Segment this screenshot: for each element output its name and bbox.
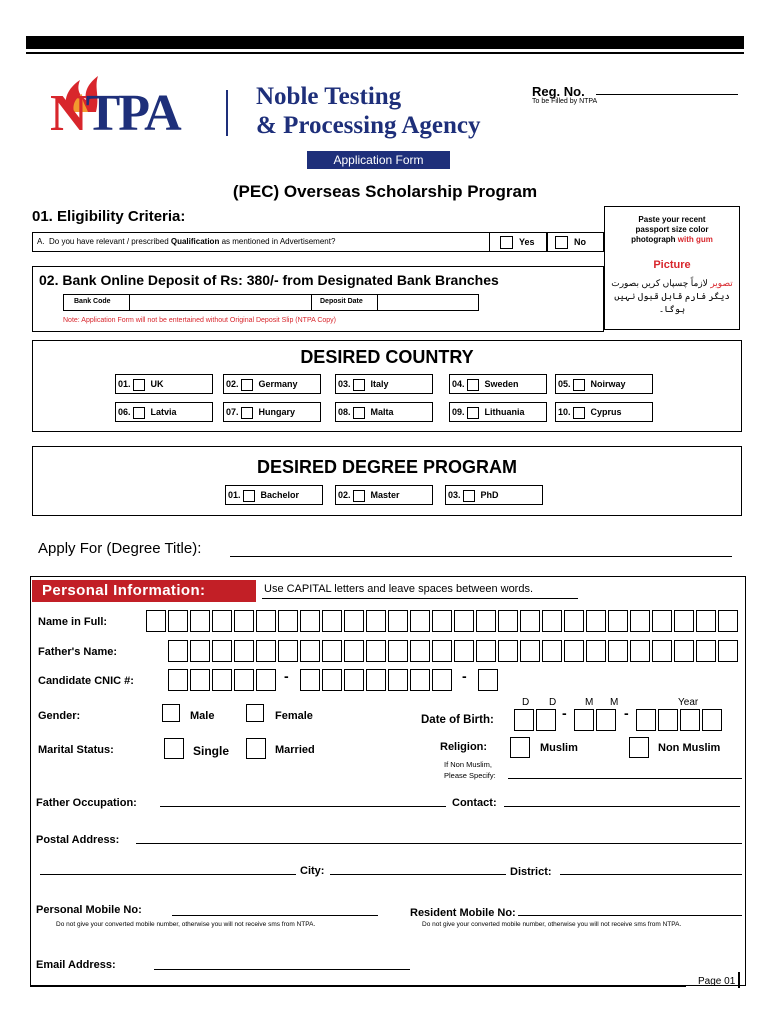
postal-address-field[interactable]	[136, 843, 742, 844]
question-prefix: A.	[37, 237, 45, 246]
country-option-number: 03.	[338, 379, 351, 389]
no-label: No	[574, 237, 586, 247]
photo-urdu-word: تصویر	[710, 278, 733, 288]
yes-label: Yes	[519, 237, 535, 247]
country-option-label: Latvia	[150, 407, 177, 417]
non-muslim-label: Non Muslim	[658, 742, 721, 754]
char-box[interactable]	[536, 709, 556, 731]
char-box[interactable]	[652, 610, 672, 632]
char-box[interactable]	[168, 610, 188, 632]
country-option-number: 07.	[226, 407, 239, 417]
country-option-label: Noirway	[590, 379, 626, 389]
char-box[interactable]	[256, 610, 276, 632]
reg-no-hint: To be Filled by NTPA	[532, 98, 598, 105]
personal-information-note: Use CAPITAL letters and leave spaces between words.	[264, 583, 534, 595]
char-box[interactable]	[702, 709, 722, 731]
char-box[interactable]	[410, 610, 430, 632]
contact-label: Contact:	[452, 797, 497, 809]
char-box[interactable]	[498, 610, 518, 632]
country-option[interactable]	[115, 402, 213, 422]
country-option-number: 10.	[558, 407, 571, 417]
char-box[interactable]	[586, 640, 606, 662]
non-muslim-checkbox[interactable]	[629, 737, 649, 758]
bank-code-label: Bank Code	[64, 295, 130, 310]
char-box[interactable]	[514, 709, 534, 731]
dob-label: Date of Birth:	[421, 714, 494, 726]
country-checkbox[interactable]	[467, 407, 479, 419]
cnic-field-part3[interactable]	[478, 669, 500, 691]
personal-mobile-label: Personal Mobile No:	[36, 904, 142, 916]
page-number-bar	[738, 972, 740, 988]
char-box[interactable]	[574, 709, 594, 731]
char-box[interactable]	[300, 610, 320, 632]
district-field[interactable]	[560, 874, 742, 875]
char-box[interactable]	[410, 669, 430, 691]
header-top-rule	[26, 52, 744, 54]
country-option-number: 04.	[452, 379, 465, 389]
country-option[interactable]	[223, 374, 321, 394]
char-box[interactable]	[680, 709, 700, 731]
bank-deposit-title: 02. Bank Online Deposit of Rs: 380/- from Designated Bank Branches	[39, 272, 499, 288]
male-checkbox[interactable]	[162, 704, 180, 722]
country-checkbox[interactable]	[467, 379, 479, 391]
cnic-label: Candidate CNIC #:	[38, 675, 134, 687]
char-box[interactable]	[168, 640, 188, 662]
char-box[interactable]	[234, 669, 254, 691]
yes-checkbox[interactable]	[500, 236, 513, 249]
country-option-label: Germany	[258, 379, 298, 389]
char-box[interactable]	[630, 610, 650, 632]
deposit-date-label: Deposit Date	[312, 295, 378, 310]
agency-name	[256, 82, 481, 140]
char-box[interactable]	[696, 610, 716, 632]
char-box[interactable]	[388, 669, 408, 691]
country-option-label: Sweden	[484, 379, 519, 389]
dob-day-field[interactable]	[514, 709, 558, 731]
gender-label: Gender:	[38, 710, 81, 722]
char-box[interactable]	[608, 640, 628, 662]
father-name-field[interactable]	[168, 640, 740, 662]
char-box[interactable]	[300, 669, 320, 691]
country-option-number: 01.	[118, 379, 131, 389]
degree-option[interactable]	[445, 485, 543, 505]
apply-for-field[interactable]	[230, 556, 732, 557]
country-option[interactable]	[555, 402, 653, 422]
female-checkbox[interactable]	[246, 704, 264, 722]
personal-mobile-note: Do not give your converted mobile number, otherwise you will not receive sms from NTPA.	[56, 921, 316, 928]
char-box[interactable]	[476, 640, 496, 662]
char-box[interactable]	[718, 610, 738, 632]
char-box[interactable]	[696, 640, 716, 662]
reg-no-label: Reg. No.	[532, 84, 585, 99]
char-box[interactable]	[366, 640, 386, 662]
city-field[interactable]	[330, 874, 506, 875]
logo-separator	[226, 90, 228, 136]
degree-option-number: 03.	[448, 490, 461, 500]
char-box[interactable]	[520, 610, 540, 632]
personal-mobile-field[interactable]	[172, 915, 378, 916]
country-option[interactable]	[449, 374, 547, 394]
muslim-checkbox[interactable]	[510, 737, 530, 758]
char-box[interactable]	[234, 610, 254, 632]
country-option-label: Italy	[370, 379, 389, 389]
photo-instruction-gum: with gum	[677, 235, 713, 244]
bank-fields-row	[63, 294, 479, 311]
yes-option[interactable]	[489, 232, 547, 252]
photo-urdu-line1: لازماً چسپاں کریں بصورت	[611, 278, 708, 288]
country-checkbox[interactable]	[133, 407, 145, 419]
dob-month-header-1: M	[585, 697, 594, 708]
header-top-bar	[26, 36, 744, 49]
char-box[interactable]	[278, 610, 298, 632]
if-non-muslim-label: If Non Muslim,	[444, 760, 492, 769]
name-field[interactable]	[146, 610, 740, 632]
char-box[interactable]	[256, 640, 276, 662]
contact-field[interactable]	[504, 806, 740, 807]
country-checkbox[interactable]	[573, 407, 585, 419]
country-option-label: Hungary	[258, 407, 296, 417]
char-box[interactable]	[542, 610, 562, 632]
char-box[interactable]	[146, 610, 166, 632]
char-box[interactable]	[658, 709, 678, 731]
no-checkbox[interactable]	[555, 236, 568, 249]
photo-picture-label: Picture	[653, 259, 691, 271]
char-box[interactable]	[256, 669, 276, 691]
degree-option[interactable]	[225, 485, 323, 505]
degree-option-number: 02.	[338, 490, 351, 500]
char-box[interactable]	[388, 610, 408, 632]
country-option-number: 08.	[338, 407, 351, 417]
char-box[interactable]	[542, 640, 562, 662]
photo-box[interactable]	[604, 206, 740, 330]
char-box[interactable]	[366, 610, 386, 632]
bank-deposit-section	[32, 266, 604, 332]
desired-degree-title: DESIRED DEGREE PROGRAM	[256, 457, 518, 477]
married-checkbox[interactable]	[246, 738, 266, 759]
resident-mobile-note: Do not give your converted mobile number, otherwise you will not receive sms from NTPA.	[422, 921, 682, 928]
agency-name-line2: & Processing Agency	[256, 112, 481, 139]
single-checkbox[interactable]	[164, 738, 184, 759]
char-box[interactable]	[432, 669, 452, 691]
char-box[interactable]	[190, 669, 210, 691]
father-name-label: Father's Name:	[38, 646, 118, 658]
char-box[interactable]	[564, 610, 584, 632]
country-checkbox[interactable]	[133, 379, 145, 391]
country-option[interactable]	[555, 374, 653, 394]
char-box[interactable]	[630, 640, 650, 662]
postal-address-label: Postal Address:	[36, 834, 120, 846]
char-box[interactable]	[498, 640, 518, 662]
email-field[interactable]	[154, 969, 410, 970]
question-text-bold: Qualification	[170, 237, 220, 246]
country-checkbox[interactable]	[353, 379, 365, 391]
photo-urdu-line2: دیگر فارم قابل قبول نہیں ہوگا۔	[614, 291, 730, 314]
photo-instruction-3: photograph	[631, 235, 676, 244]
country-option[interactable]	[449, 402, 547, 422]
father-occupation-field[interactable]	[160, 806, 446, 807]
cnic-field-part1[interactable]	[168, 669, 278, 691]
country-option[interactable]	[115, 374, 213, 394]
degree-option-label: Bachelor	[260, 490, 300, 500]
marital-status-label: Marital Status:	[38, 744, 114, 756]
degree-checkbox[interactable]	[353, 490, 365, 502]
program-title: (PEC) Overseas Scholarship Program	[232, 182, 538, 201]
application-form-badge: Application Form	[307, 151, 450, 169]
char-box[interactable]	[190, 640, 210, 662]
degree-option[interactable]	[335, 485, 433, 505]
country-option[interactable]	[335, 374, 433, 394]
char-box[interactable]	[454, 640, 474, 662]
dob-month-field[interactable]	[574, 709, 618, 731]
footer-rule	[30, 986, 686, 987]
char-box[interactable]	[278, 640, 298, 662]
single-label: Single	[193, 744, 230, 758]
city-label: City:	[300, 865, 325, 877]
char-box[interactable]	[212, 640, 232, 662]
desired-degree-section	[32, 446, 742, 516]
dob-month-header-2: M	[610, 697, 619, 708]
char-box[interactable]	[168, 669, 188, 691]
dob-year-field[interactable]	[636, 709, 724, 731]
married-label: Married	[275, 744, 315, 756]
agency-name-line1: Noble Testing	[256, 83, 402, 110]
reg-no-field[interactable]	[596, 94, 738, 95]
cnic-dash-1: -	[284, 668, 289, 684]
personal-information-note-rule	[262, 598, 578, 599]
char-box[interactable]	[652, 640, 672, 662]
char-box[interactable]	[586, 610, 606, 632]
char-box[interactable]	[212, 669, 232, 691]
dob-year-header: Year	[678, 697, 699, 708]
religion-specify-field[interactable]	[508, 778, 742, 779]
question-text-post: as mentioned in Advertisement?	[221, 237, 336, 246]
country-option-number: 06.	[118, 407, 131, 417]
ntpa-logo: NTPA	[44, 74, 214, 142]
char-box[interactable]	[674, 640, 694, 662]
char-box[interactable]	[674, 610, 694, 632]
country-option-number: 02.	[226, 379, 239, 389]
dob-day-header-2: D	[549, 697, 557, 708]
country-option-label: Lithuania	[484, 407, 525, 417]
father-occupation-label: Father Occupation:	[36, 797, 137, 809]
char-box[interactable]	[432, 610, 452, 632]
degree-option-label: PhD	[480, 490, 499, 500]
char-box[interactable]	[454, 610, 474, 632]
male-label: Male	[190, 710, 215, 722]
char-box[interactable]	[596, 709, 616, 731]
char-box[interactable]	[564, 640, 584, 662]
char-box[interactable]	[212, 610, 232, 632]
photo-instruction-1: Paste your recent	[638, 215, 706, 224]
char-box[interactable]	[478, 669, 498, 691]
char-box[interactable]	[432, 640, 452, 662]
name-label: Name in Full:	[38, 616, 108, 628]
resident-mobile-field[interactable]	[518, 915, 742, 916]
country-option-label: Malta	[370, 407, 394, 417]
resident-mobile-label: Resident Mobile No:	[410, 907, 516, 919]
no-option[interactable]	[547, 232, 604, 252]
char-box[interactable]	[234, 640, 254, 662]
char-box[interactable]	[300, 640, 320, 662]
email-label: Email Address:	[36, 959, 116, 971]
char-box[interactable]	[388, 640, 408, 662]
dob-day-header-1: D	[522, 697, 530, 708]
country-checkbox[interactable]	[353, 407, 365, 419]
personal-information-tab: Personal Information:	[32, 580, 256, 602]
country-option[interactable]	[223, 402, 321, 422]
degree-option-number: 01.	[228, 490, 241, 500]
char-box[interactable]	[718, 640, 738, 662]
char-box[interactable]	[636, 709, 656, 731]
char-box[interactable]	[410, 640, 430, 662]
dob-dash-2: -	[624, 705, 629, 721]
char-box[interactable]	[520, 640, 540, 662]
country-option-label: UK	[150, 379, 164, 389]
country-checkbox[interactable]	[573, 379, 585, 391]
question-text-pre: Do you have relevant / prescribed	[49, 237, 169, 246]
desired-country-title: DESIRED COUNTRY	[300, 347, 474, 367]
char-box[interactable]	[322, 610, 342, 632]
country-option-number: 09.	[452, 407, 465, 417]
country-option[interactable]	[335, 402, 433, 422]
char-box[interactable]	[190, 610, 210, 632]
photo-instruction-2: passport size color	[635, 225, 709, 234]
country-checkbox[interactable]	[241, 379, 253, 391]
eligibility-question-row	[32, 232, 604, 252]
char-box[interactable]	[344, 610, 364, 632]
district-label: District:	[510, 866, 552, 878]
country-option-label: Cyprus	[590, 407, 622, 417]
muslim-label: Muslim	[540, 742, 578, 754]
please-specify-label: Please Specify:	[444, 771, 496, 780]
char-box[interactable]	[366, 669, 386, 691]
desired-country-section	[32, 340, 742, 432]
cnic-dash-2: -	[462, 668, 467, 684]
degree-checkbox[interactable]	[463, 490, 475, 502]
char-box[interactable]	[476, 610, 496, 632]
degree-option-label: Master	[370, 490, 400, 500]
apply-for-label: Apply For (Degree Title):	[38, 540, 202, 557]
char-box[interactable]	[344, 640, 364, 662]
char-box[interactable]	[322, 669, 342, 691]
postal-address-field-line2[interactable]	[40, 874, 296, 875]
deposit-date-field[interactable]	[378, 295, 478, 310]
eligibility-title: 01. Eligibility Criteria:	[32, 208, 186, 225]
page-number: Page 01	[698, 976, 736, 987]
degree-checkbox[interactable]	[243, 490, 255, 502]
country-checkbox[interactable]	[241, 407, 253, 419]
bank-deposit-note: Note: Application Form will not be entertained without Original Deposit Slip (NTPA Copy)	[63, 317, 336, 324]
char-box[interactable]	[322, 640, 342, 662]
cnic-field-part2[interactable]	[300, 669, 454, 691]
religion-label: Religion:	[440, 741, 488, 753]
female-label: Female	[275, 710, 313, 722]
dob-dash-1: -	[562, 705, 567, 721]
bank-code-field[interactable]	[130, 295, 312, 310]
char-box[interactable]	[344, 669, 364, 691]
char-box[interactable]	[608, 610, 628, 632]
country-option-number: 05.	[558, 379, 571, 389]
